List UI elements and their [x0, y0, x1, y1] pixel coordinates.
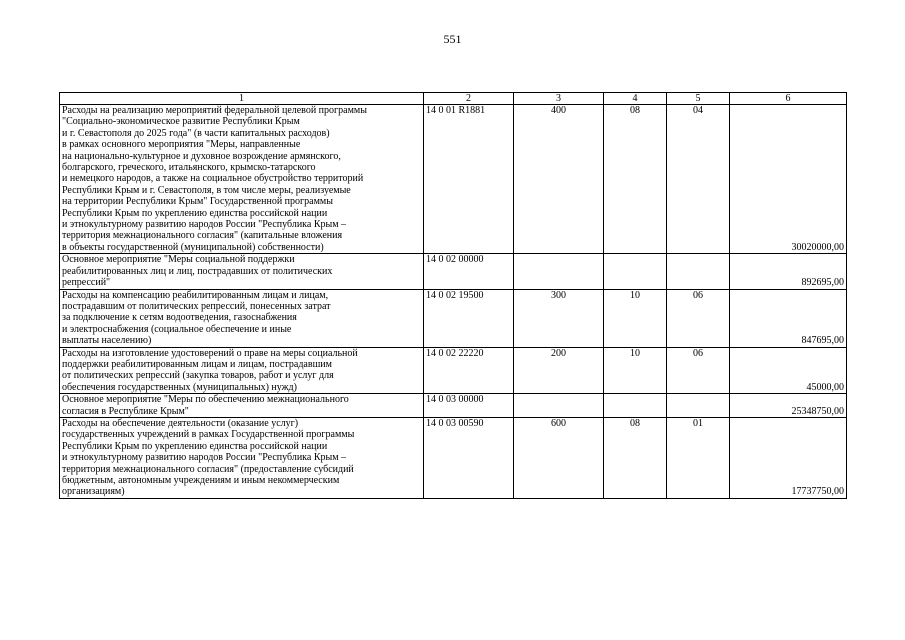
column-header: 1: [60, 93, 424, 105]
row-section: 08: [604, 105, 667, 254]
row-description: Расходы на обеспечение деятельности (оказание услуг) государственных учреждений в рамках Государственной программы Республики Крым по укреплению единства российской нации и этнокультурному развитию народов России "Республика Крым – территория межнационального согласия" (предоставление субсидий бюджетным, автономным учреждениям и иным некоммерческим организациям): [60, 417, 424, 498]
row-expense-type: 200: [514, 347, 604, 394]
table-header-row: [60, 93, 847, 105]
row-target-code: 14 0 03 00000: [424, 394, 514, 418]
table-row: [60, 347, 847, 394]
column-header: 5: [667, 93, 730, 105]
page-number: 551: [443, 32, 462, 46]
table-row: [60, 394, 847, 418]
row-amount: 45000,00: [730, 347, 847, 394]
column-header: 6: [730, 93, 847, 105]
table-row: [60, 417, 847, 498]
row-expense-type: 300: [514, 289, 604, 347]
row-subsection: [667, 254, 730, 289]
row-description: Основное мероприятие "Меры по обеспечению межнационального согласия в Республике Крым": [60, 394, 424, 418]
row-expense-type: 400: [514, 105, 604, 254]
row-description: Основное мероприятие "Меры социальной поддержки реабилитированных лиц и лиц, пострадавших от политических репрессий": [60, 254, 424, 289]
row-amount: 847695,00: [730, 289, 847, 347]
row-target-code: 14 0 02 19500: [424, 289, 514, 347]
row-section: 10: [604, 347, 667, 394]
budget-table: [59, 92, 847, 499]
row-subsection: 04: [667, 105, 730, 254]
row-section: 08: [604, 417, 667, 498]
table-row: [60, 289, 847, 347]
row-section: [604, 394, 667, 418]
row-subsection: 06: [667, 289, 730, 347]
row-subsection: [667, 394, 730, 418]
row-target-code: 14 0 01 R1881: [424, 105, 514, 254]
row-section: [604, 254, 667, 289]
row-amount: 30020000,00: [730, 105, 847, 254]
row-expense-type: [514, 394, 604, 418]
column-header: 3: [514, 93, 604, 105]
table-row: [60, 105, 847, 254]
row-amount: 17737750,00: [730, 417, 847, 498]
column-header: 4: [604, 93, 667, 105]
row-expense-type: 600: [514, 417, 604, 498]
row-section: 10: [604, 289, 667, 347]
row-expense-type: [514, 254, 604, 289]
row-amount: 25348750,00: [730, 394, 847, 418]
row-target-code: 14 0 03 00590: [424, 417, 514, 498]
row-description: Расходы на реализацию мероприятий федеральной целевой программы "Социально-экономическое развитие Республики Крым и г. Севастополя до 2025 года" (в части капитальных расходов) в рамках основного мероприятия "Меры, направленные на национально-культурное и духовное возрождение армянского, болгарского, греческого, итальянского, крымско-татарского и немецкого народов, а также на социальное обустройство территорий Республики Крым и г. Севастополя, в том числе меры, реализуемые на территории Республики Крым" Государственной программы Республики Крым по укреплению единства российской нации и этнокультурному развитию народов России "Республика Крым – территория межнационального согласия" (капитальные вложения в объекты государственной (муниципальной) собственности): [60, 105, 424, 254]
table-row: [60, 254, 847, 289]
column-header: 2: [424, 93, 514, 105]
row-target-code: 14 0 02 22220: [424, 347, 514, 394]
row-description: Расходы на компенсацию реабилитированным лицам и лицам, пострадавшим от политических репрессий, понесенных затрат за подключение к сетям водоотведения, газоснабжения и электроснабжения (социальное обеспечение и иные выплаты населению): [60, 289, 424, 347]
row-subsection: 01: [667, 417, 730, 498]
row-description: Расходы на изготовление удостоверений о праве на меры социальной поддержки реабилитированным лицам и лицам, пострадавшим от политических репрессий (закупка товаров, работ и услуг для обеспечения государственных (муниципальных) нужд): [60, 347, 424, 394]
row-target-code: 14 0 02 00000: [424, 254, 514, 289]
row-amount: 892695,00: [730, 254, 847, 289]
row-subsection: 06: [667, 347, 730, 394]
